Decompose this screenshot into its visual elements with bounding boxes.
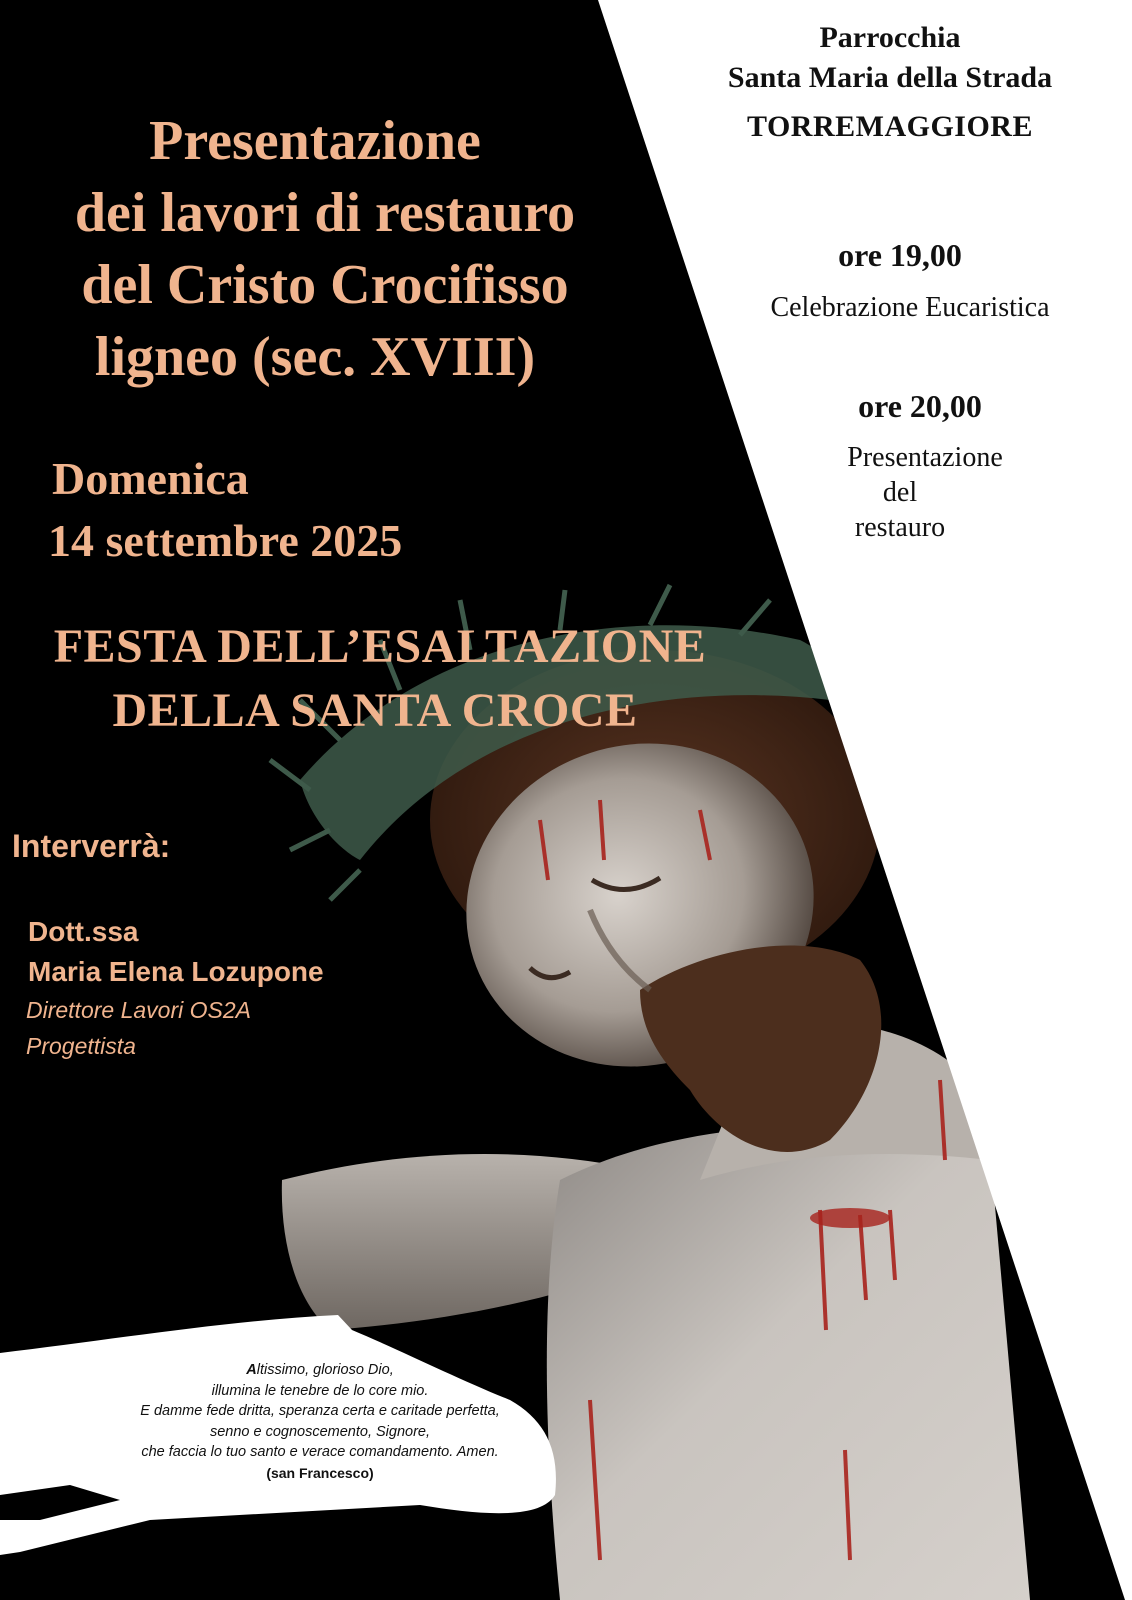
prayer-line-4: senno e cognoscemento, Signore, xyxy=(209,1423,431,1440)
prayer-block xyxy=(80,1360,560,1483)
prayer-line-3: E damme fede dritta, speranza certa e caritade perfetta, xyxy=(140,1403,500,1419)
speaker-block xyxy=(28,912,324,1064)
prayer-line-1 xyxy=(80,1360,560,1381)
title-line-3: del Cristo Crocifisso xyxy=(81,254,569,316)
parish-block xyxy=(695,18,1085,98)
speaker-heading: Interverrà: xyxy=(12,828,171,864)
title-line-1: Presentazione xyxy=(149,110,481,172)
parish-label: Parrocchia xyxy=(819,21,961,54)
feast-block xyxy=(0,615,760,743)
schedule-event-2 xyxy=(795,440,1075,545)
schedule-event-1: Celebrazione Eucaristica xyxy=(770,292,1050,323)
date-weekday: Domenica xyxy=(52,453,249,504)
prayer-line-1-rest: ltissimo, glorioso Dio, xyxy=(256,1362,394,1378)
parish-city: TORREMAGGIORE xyxy=(747,110,1033,143)
schedule-event-2-line-2: del xyxy=(882,477,918,508)
feast-line-2: DELLA SANTA CROCE xyxy=(112,684,638,737)
date-day: 14 settembre 2025 xyxy=(48,515,403,566)
prayer-line-2: illumina le tenebre de lo core mio. xyxy=(211,1382,429,1399)
prayer-initial: A xyxy=(246,1362,257,1378)
speaker-role-2: Progettista xyxy=(26,1033,136,1059)
speaker-name: Maria Elena Lozupone xyxy=(28,956,324,987)
schedule-time-1: ore 19,00 xyxy=(838,237,962,273)
parish-name: Santa Maria della Strada xyxy=(727,61,1053,94)
prayer-attribution: (san Francesco) xyxy=(266,1464,374,1481)
feast-line-1: FESTA DELL’ESALTAZIONE xyxy=(53,620,707,673)
speaker-title: Dott.ssa xyxy=(28,916,139,947)
schedule-time-2: ore 20,00 xyxy=(858,388,982,424)
schedule-event-2-line-3: restauro xyxy=(854,512,946,543)
title-line-4: ligneo (sec. XVIII) xyxy=(94,326,536,388)
speaker-role-1: Direttore Lavori OS2A xyxy=(26,997,251,1023)
schedule-event-2-line-1: Presentazione xyxy=(847,442,1003,473)
prayer-line-5: che faccia lo tuo santo e verace comandamento. Amen. xyxy=(141,1444,499,1460)
title-line-2: dei lavori di restauro xyxy=(74,182,576,244)
title-block xyxy=(20,105,630,393)
